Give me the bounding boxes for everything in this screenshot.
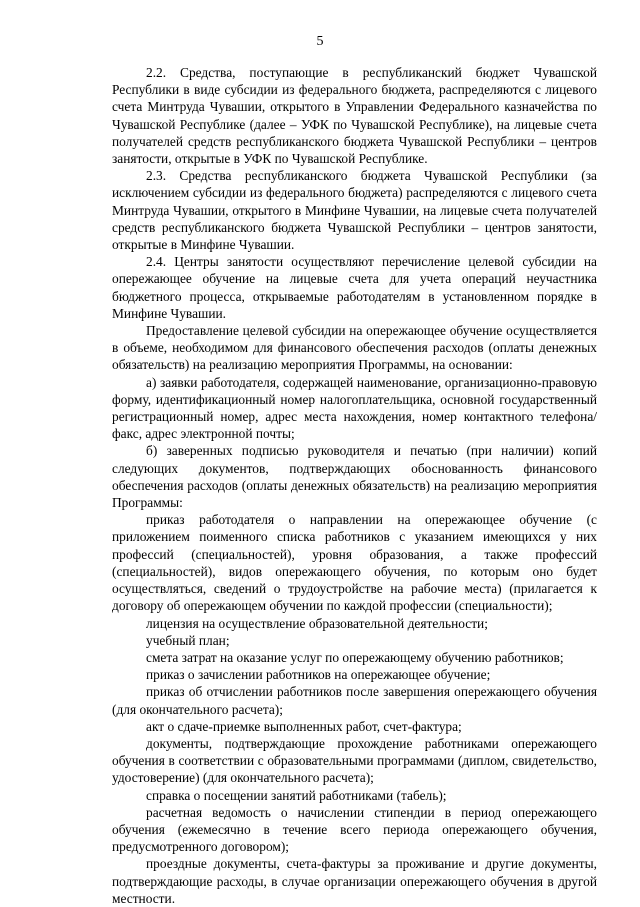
paragraph-2-4: 2.4. Центры занятости осуществляют перечисление целевой субсидии на опережающее обучение на лицевые счета для учета операций неучастника бюджетного процесса, открываемые работодателям в установленном порядке в Минфине Чувашии. (112, 254, 597, 321)
list-item-travel-documents: проездные документы, счета-фактуры за проживание и другие документы, подтверждающие расходы, в случае организации опережающего обучения в другой местности. (112, 856, 597, 906)
paragraph-subsidy-basis: Предоставление целевой субсидии на опережающее обучение осуществляется в объеме, необходимом для финансового обеспечения расходов (оплаты денежных обязательств) на реализацию мероприятия Программы, на основании: (112, 323, 597, 373)
document-body (112, 64, 597, 907)
list-item-expulsion-order: приказ об отчислении работников после завершения опережающего обучения (для окончательного расчета); (112, 684, 597, 717)
paragraph-item-a: а) заявки работодателя, содержащей наименование, организационно-правовую форму, идентификационный номер налогоплательщика, основной государственный регистрационный номер, адрес места нахождения, номер контактного телефона/факс, адрес электронной почты; (112, 374, 597, 442)
paragraph-2-3: 2.3. Средства республиканского бюджета Чувашской Республики (за исключением субсидии из федерального бюджета) распределяются с лицевого счета Минтруда Чувашии, открытого в Минфине Чувашии, на лицевые счета получателей средств республиканского бюджета Чувашской Республики – центров занятости, открытые в Минфине Чувашии. (112, 168, 597, 253)
list-item-acceptance-act: акт о сдаче-приемке выполненных работ, счет-фактура; (146, 718, 462, 734)
list-item-attendance-certificate: справка о посещении занятий работниками (табель); (146, 787, 447, 803)
list-item-completion-documents: документы, подтверждающие прохождение работниками опережающего обучения в соответствии с образовательными программами (диплом, свидетельство, удостоверение) (для окончательного расчета); (112, 735, 597, 786)
list-item-cost-estimate: смета затрат на оказание услуг по опережающему обучению работников; (146, 649, 564, 665)
list-item-curriculum: учебный план; (146, 632, 230, 648)
paragraph-item-b: б) заверенных подписью руководителя и печатью (при наличии) копий следующих документов, подтверждающих обоснованность финансового обеспечения расходов (оплаты денежных обязательств) на реализацию мероприятия Программы: (112, 443, 597, 511)
list-item-payroll-statement: расчетная ведомость о начислении стипендии в период опережающего обучения (ежемесячно в течение всего периода опережающего обучения, предусмотренного договором); (112, 804, 597, 855)
list-item-license: лицензия на осуществление образовательной деятельности; (146, 615, 488, 631)
page-number: 5 (316, 34, 324, 49)
list-item-employer-order: приказ работодателя о направлении на опережающее обучение (с приложением поименного списка работников с указанием имеющихся у них профессий (специальностей), уровня образования, а также профессий (специальностей), видов опережающего обучения, по которым оно будет осуществляться, сведений о трудоустройстве на рабочие места) (прилагается к договору об опережающем обучении по каждой профессии (специальности); (112, 512, 597, 614)
paragraph-2-2: 2.2. Средства, поступающие в республиканский бюджет Чувашской Республики в виде субсидии из федерального бюджета, распределяются с лицевого счета Минтруда Чувашии, открытого в Управлении Федерального казначейства по Чувашской Республике (далее – УФК по Чувашской Республике), на лицевые счета получателей средств республиканского бюджета Чувашской Республики – центров занятости, открытые в УФК по Чувашской Республике. (112, 65, 597, 167)
list-item-enrollment-order: приказ о зачислении работников на опережающее обучение; (146, 667, 491, 683)
